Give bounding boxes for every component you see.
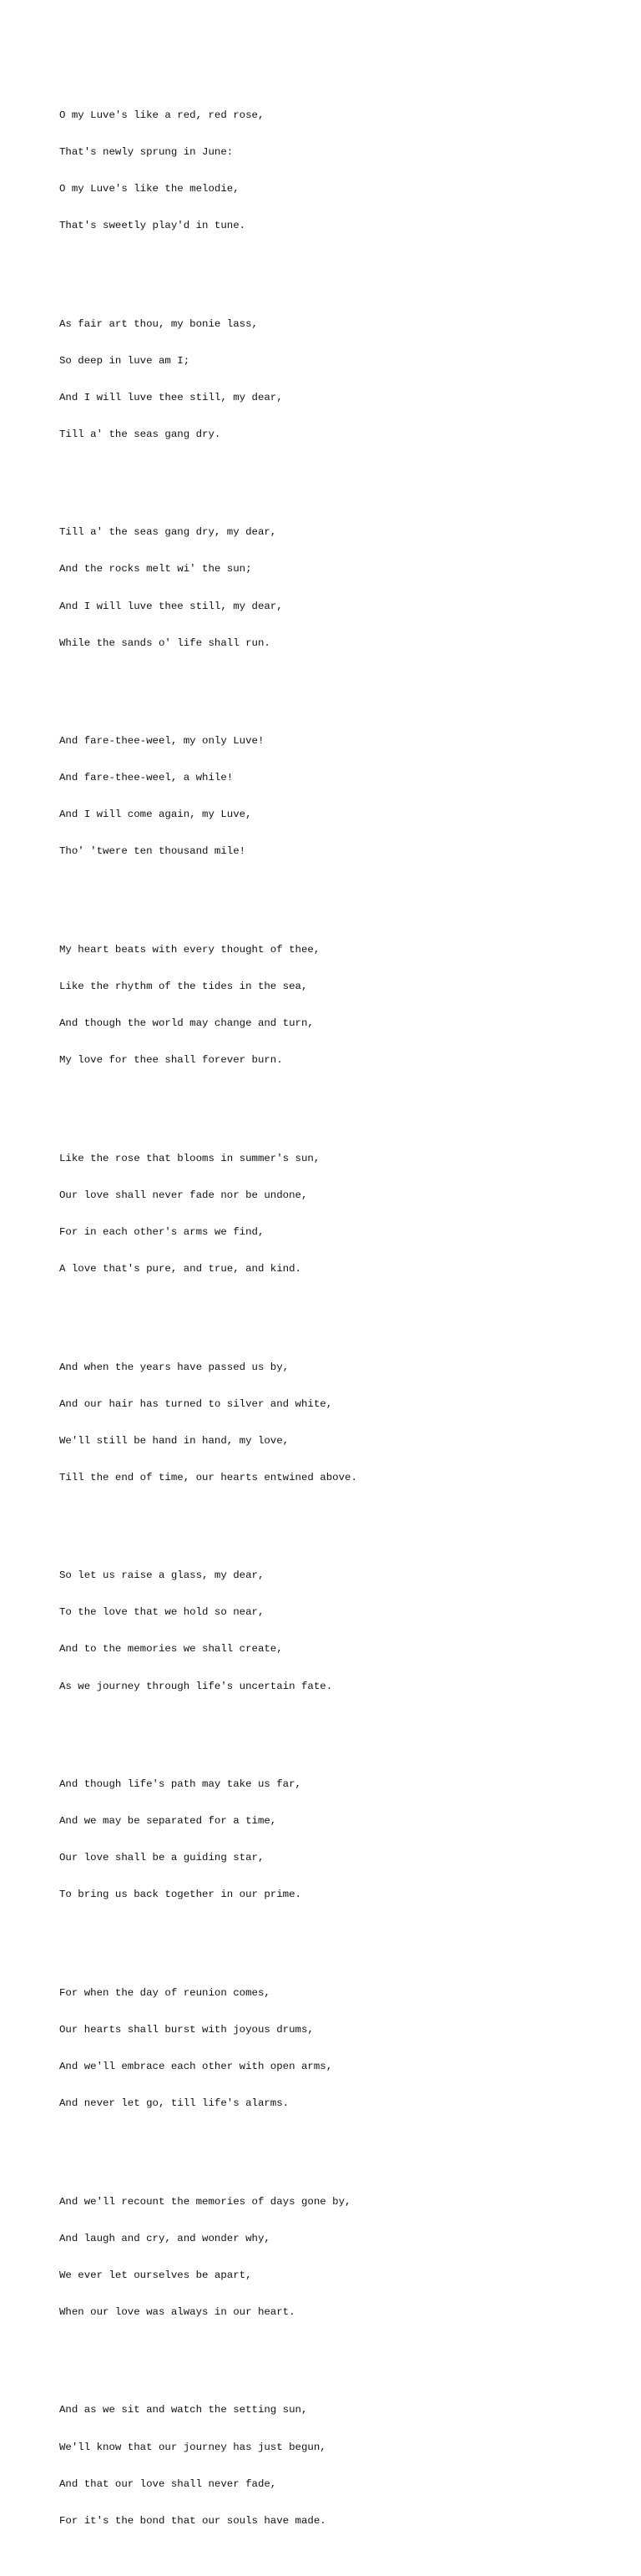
poem-line: That's sweetly play'd in tune. — [59, 220, 246, 232]
poem-line: So deep in luve am I; — [59, 354, 190, 367]
poem-line: To bring us back together in our prime. — [59, 1889, 301, 1901]
stanza-1 — [59, 84, 357, 256]
poem-line: And when the years have passed us by, — [59, 1361, 290, 1373]
poem-line: Till a' the seas gang dry, my dear, — [59, 526, 277, 539]
stanza-4 — [59, 711, 357, 883]
poem-line: As we journey through life's uncertain fate. — [59, 1680, 333, 1692]
poem-line: And though life's path may take us far, — [59, 1778, 301, 1791]
poem-line: We'll still be hand in hand, my love, — [59, 1434, 290, 1447]
poem-line: And as we sit and watch the setting sun, — [59, 2404, 308, 2416]
poem-line: Till the end of time, our hearts entwined above. — [59, 1471, 357, 1483]
poem-line: For in each other's arms we find, — [59, 1225, 265, 1238]
poem-line: And never let go, till life's alarms. — [59, 2097, 290, 2110]
poem-line: Tho' 'twere ten thousand mile! — [59, 845, 246, 858]
poem-line: And we'll embrace each other with open arms, — [59, 2061, 333, 2073]
poem-line: And we may be separated for a time, — [59, 1815, 277, 1828]
poem-line: O my Luve's like a red, red rose, — [59, 109, 265, 121]
stanza-5 — [59, 920, 357, 1092]
poem-line: A love that's pure, and true, and kind. — [59, 1263, 301, 1275]
poem-line: Like the rhythm of the tides in the sea, — [59, 981, 308, 993]
stanza-3 — [59, 502, 357, 674]
stanza-11 — [59, 2171, 357, 2343]
poem-line: We'll know that our journey has just begun, — [59, 2441, 326, 2453]
poem-line: So let us raise a glass, my dear, — [59, 1569, 265, 1582]
stanza-6 — [59, 1128, 357, 1300]
poem-line: And I will luve thee still, my dear, — [59, 600, 283, 612]
stanza-7 — [59, 1336, 357, 1509]
poem-line: And fare-thee-weel, a while! — [59, 772, 234, 784]
poem-line: And to the memories we shall create, — [59, 1643, 283, 1656]
poem-line: And we'll recount the memories of days gone by, — [59, 2195, 351, 2208]
poem-line: We ever let ourselves be apart, — [59, 2269, 252, 2281]
poem-line: And I will come again, my Luve, — [59, 809, 252, 821]
poem-line: And that our love shall never fade, — [59, 2477, 277, 2490]
stanza-2 — [59, 293, 357, 465]
poem-line: And though the world may change and turn, — [59, 1017, 314, 1030]
poem-line: O my Luve's like the melodie, — [59, 183, 240, 195]
poem-line: And fare-thee-weel, my only Luve! — [59, 735, 265, 748]
stanza-10 — [59, 1962, 357, 2134]
poem-line: For it's the bond that our souls have made. — [59, 2514, 326, 2527]
stanza-9 — [59, 1754, 357, 1926]
poem-line: To the love that we hold so near, — [59, 1606, 265, 1619]
poem-line: Our hearts shall burst with joyous drums, — [59, 2023, 314, 2036]
poem-line: My love for thee shall forever burn. — [59, 1054, 283, 1067]
poem-line: And laugh and cry, and wonder why, — [59, 2232, 270, 2244]
stanza-12 — [59, 2380, 357, 2552]
poem-line: Like the rose that blooms in summer's sun, — [59, 1152, 320, 1164]
stanza-8 — [59, 1545, 357, 1717]
poem-line: While the sands o' life shall run. — [59, 636, 270, 649]
poem-line: Till a' the seas gang dry. — [59, 428, 221, 440]
poem-line: As fair art thou, my bonie lass, — [59, 317, 258, 330]
poem-line: And I will luve thee still, my dear, — [59, 391, 283, 403]
poem-line: And our hair has turned to silver and white, — [59, 1397, 333, 1410]
poem-text — [59, 60, 357, 2576]
poem-line: For when the day of reunion comes, — [59, 1986, 270, 1999]
poem-line: When our love was always in our heart. — [59, 2305, 295, 2318]
poem-line: That's newly sprung in June: — [59, 145, 234, 158]
poem-line: Our love shall be a guiding star, — [59, 1852, 265, 1864]
poem-line: My heart beats with every thought of thee, — [59, 943, 320, 956]
poem-line: And the rocks melt wi' the sun; — [59, 563, 252, 576]
poem-line: Our love shall never fade nor be undone, — [59, 1189, 308, 1201]
